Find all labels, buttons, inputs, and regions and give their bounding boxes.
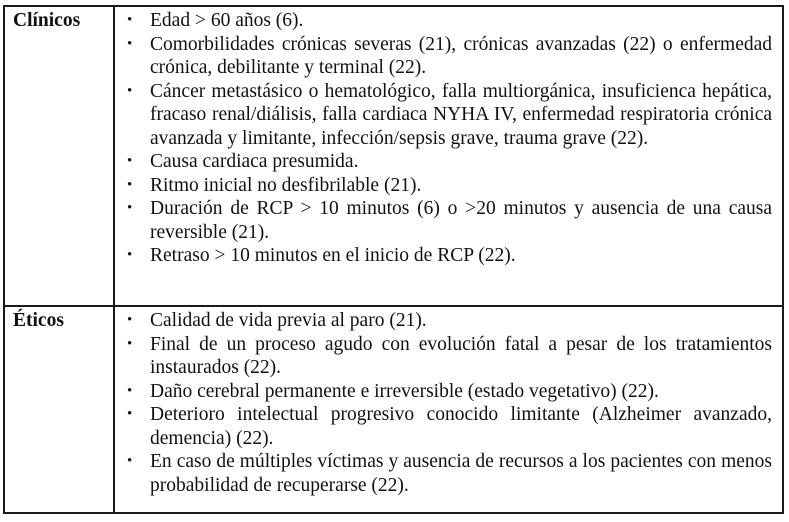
bullet-icon: •	[127, 200, 133, 216]
list-item-text: En caso de múltiples víctimas y ausencia de recursos a los pacientes con menos probabilidad de recuperarse (22).	[150, 451, 772, 496]
list-item-text: Final de un proceso agudo con evolución fatal a pesar de los tratamientos instaurados (22).	[150, 333, 772, 378]
category-label-eticos: Éticos	[5, 307, 115, 512]
list-item	[127, 174, 772, 198]
criteria-list-cell-clinicos	[115, 7, 782, 305]
bullet-icon: •	[127, 382, 133, 399]
criteria-table	[3, 5, 784, 514]
bullet-icon: •	[127, 312, 133, 328]
bullet-icon: •	[127, 247, 133, 263]
bullet-icon: •	[127, 12, 133, 28]
list-item-text: Retraso > 10 minutos en el inicio de RCP (22).	[150, 245, 516, 266]
bullet-icon: •	[127, 176, 133, 193]
list-item	[127, 450, 772, 497]
list-item-text: Deterioro intelectual progresivo conocido limitante (Alzheimer avanzado, demencia) (22).	[150, 404, 772, 449]
list-item	[127, 309, 772, 333]
list-item-text: Comorbilidades crónicas severas (21), crónicas avanzadas (22) o enfermedad crónica, debilitante y terminal (22).	[150, 33, 772, 78]
list-item	[127, 33, 772, 80]
list-item-text: Duración de RCP > 10 minutos (6) o >20 minutos y ausencia de una causa reversible (21).	[150, 198, 772, 243]
bullet-icon: •	[127, 335, 133, 352]
list-item	[127, 150, 772, 174]
list-item	[127, 380, 772, 404]
list-item	[127, 197, 772, 244]
category-label-clinicos: Clínicos	[5, 7, 115, 305]
list-item-text: Edad > 60 años (6).	[150, 10, 304, 31]
list-item-text: Calidad de vida previa al paro (21).	[150, 310, 427, 331]
bullet-icon: •	[127, 82, 133, 99]
list-item-text: Ritmo inicial no desfibrilable (21).	[150, 174, 422, 196]
bullet-icon: •	[127, 35, 133, 52]
bullet-icon: •	[127, 153, 133, 169]
list-item	[127, 333, 772, 380]
bullet-icon: •	[127, 406, 133, 422]
criteria-list-cell-eticos	[115, 307, 782, 512]
bullet-icon: •	[127, 453, 133, 469]
list-item	[127, 403, 772, 450]
list-item	[127, 9, 772, 33]
criteria-list-clinicos	[127, 9, 772, 268]
table-row-clinicos	[5, 7, 782, 305]
list-item	[127, 80, 772, 151]
list-item-text: Causa cardiaca presumida.	[150, 151, 359, 172]
list-item	[127, 244, 772, 268]
list-item-text: Cáncer metastásico o hematológico, falla multiorgánica, insuficienca hepática, fracaso renal/diálisis, falla cardiaca NYHA IV, enfermedad respiratoria crónica avanzada y limitante, infección/sepsis grave, trauma grave (22).	[150, 80, 772, 149]
criteria-list-eticos	[127, 309, 772, 497]
table-row-eticos	[5, 305, 782, 512]
list-item-text: Daño cerebral permanente e irreversible (estado vegetativo) (22).	[150, 380, 659, 402]
